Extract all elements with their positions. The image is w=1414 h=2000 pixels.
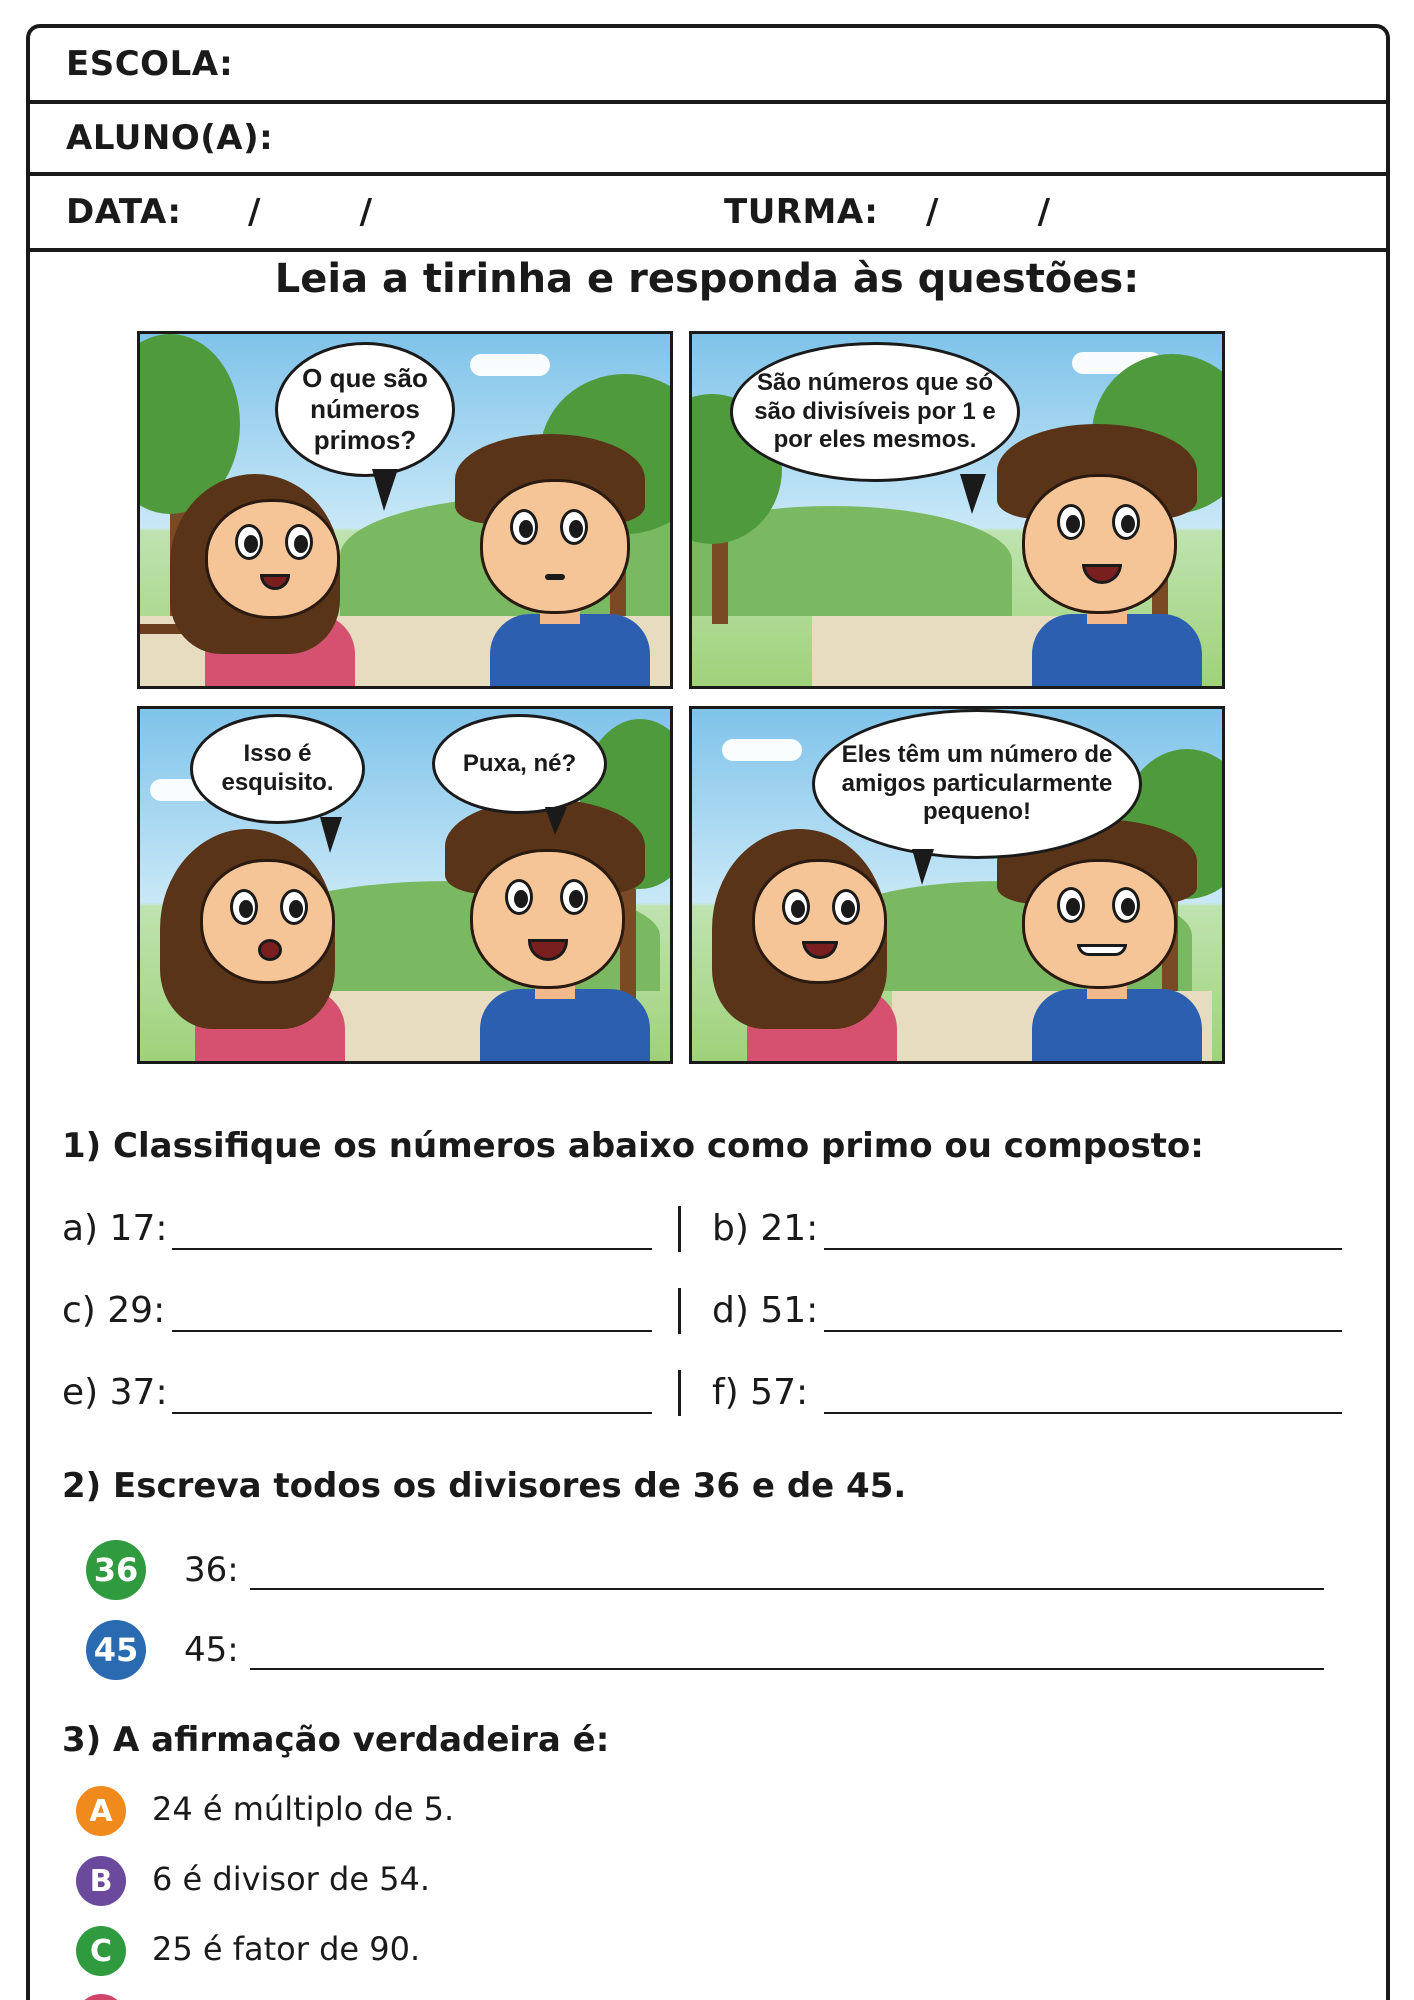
option-letter-b[interactable]: B [76, 1856, 126, 1906]
data-slashes: / / [248, 192, 373, 232]
badge-36: 36 [86, 1540, 146, 1600]
boy-character [440, 434, 670, 689]
q1-item-e: e) 37: [62, 1372, 168, 1413]
q1-answer-c[interactable] [172, 1330, 652, 1332]
aluno-label: ALUNO(A): [66, 118, 274, 158]
comic-panel-3 [137, 706, 673, 1064]
comic-panel-1 [137, 331, 673, 689]
turma-slashes: / / [926, 192, 1051, 232]
divider [678, 1206, 681, 1252]
girl-character [160, 464, 380, 689]
q1-answer-a[interactable] [172, 1248, 652, 1250]
q1-answer-d[interactable] [824, 1330, 1342, 1332]
escola-row [30, 28, 1386, 104]
speech-bubble-4: Eles têm um número de amigos particularmente pequeno! [812, 709, 1142, 859]
aluno-row [30, 104, 1386, 176]
question-3-title: 3) A afirmação verdadeira é: [62, 1720, 610, 1760]
speech-bubble-3-right: Puxa, né? [432, 714, 607, 814]
q1-item-f: f) 57: [712, 1372, 809, 1413]
turma-label: TURMA: [724, 192, 879, 232]
badge-45: 45 [86, 1620, 146, 1680]
q1-answer-f[interactable] [824, 1412, 1342, 1414]
option-c-text: 25 é fator de 90. [152, 1930, 421, 1968]
speech-bubble-3-left: Isso é esquisito. [190, 714, 365, 824]
escola-label: ESCOLA: [66, 44, 234, 84]
comic-panel-2 [689, 331, 1225, 689]
boy-character [972, 424, 1212, 689]
q2-answer-36[interactable] [250, 1588, 1324, 1590]
q1-item-b: b) 21: [712, 1208, 819, 1249]
divider [678, 1370, 681, 1416]
data-label: DATA: [66, 192, 182, 232]
question-2-title: 2) Escreva todos os divisores de 36 e de 45. [62, 1466, 907, 1506]
q1-answer-e[interactable] [172, 1412, 652, 1414]
comic-panel-4 [689, 706, 1225, 1064]
speech-bubble-2: São números que só são divisíveis por 1 e por eles mesmos. [730, 342, 1020, 482]
question-1-title: 1) Classifique os números abaixo como primo ou composto: [62, 1126, 1204, 1166]
q1-item-c: c) 29: [62, 1290, 166, 1331]
option-b-text: 6 é divisor de 54. [152, 1860, 431, 1898]
option-a-text: 24 é múltiplo de 5. [152, 1790, 455, 1828]
q2-label-36: 36: [184, 1550, 239, 1590]
boy-character [420, 799, 660, 1064]
q1-answer-b[interactable] [824, 1248, 1342, 1250]
option-letter-c[interactable]: C [76, 1926, 126, 1976]
q1-item-d: d) 51: [712, 1290, 819, 1331]
q2-label-45: 45: [184, 1630, 239, 1670]
q1-item-a: a) 17: [62, 1208, 168, 1249]
q2-answer-45[interactable] [250, 1668, 1324, 1670]
instruction-heading: Leia a tirinha e responda às questões: [274, 256, 1140, 302]
divider [678, 1288, 681, 1334]
data-turma-row [30, 176, 1386, 252]
speech-bubble-1: O que são números primos? [275, 342, 455, 477]
option-letter-a[interactable]: A [76, 1786, 126, 1836]
